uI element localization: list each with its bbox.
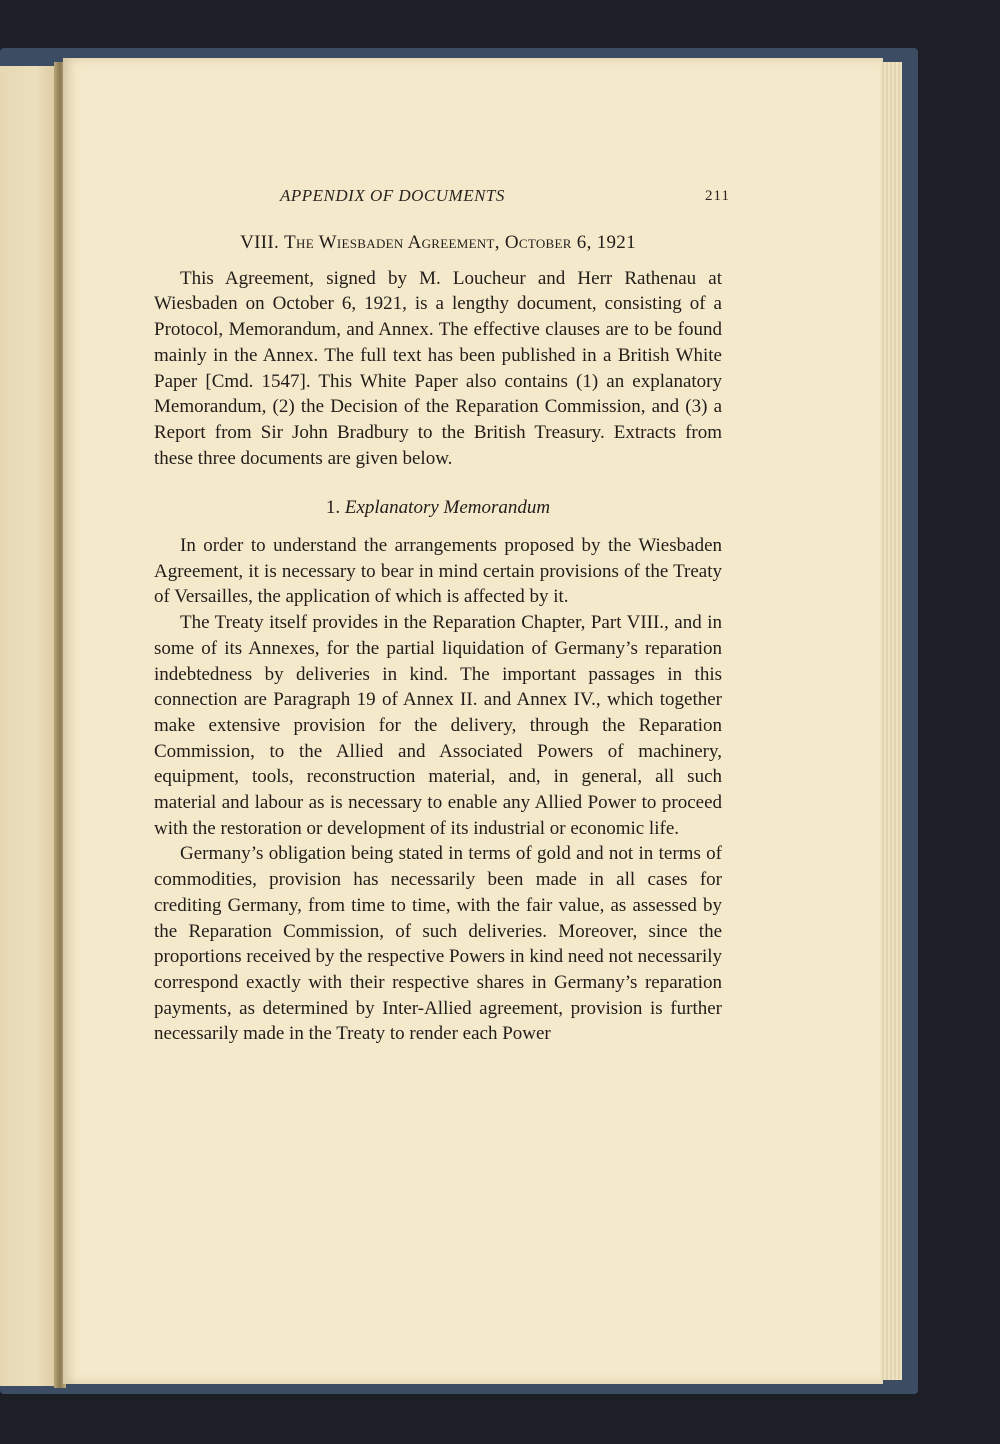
subsection-title <box>154 495 722 521</box>
section-title <box>154 230 722 256</box>
section-numeral: VIII. <box>240 232 280 253</box>
left-page-edge <box>0 66 60 1386</box>
subsection-number: 1. <box>325 497 341 519</box>
running-title: APPENDIX OF DOCUMENTS <box>280 186 505 205</box>
page-header <box>150 186 730 214</box>
subsection-title-text: Explanatory Memorandum <box>344 497 551 519</box>
page-edges <box>880 62 902 1380</box>
page-content <box>154 230 722 1047</box>
page-number: 211 <box>705 188 730 204</box>
body-paragraph: The Treaty itself provides in the Reparation Chapter, Part VIII., and in some of its Annexes, for the partial liquidation of Germany’s reparation indebtedness by deliveries in kind. The important passages in this connection are Paragraph 19 of Annex II. and Annex IV., which together make extensive provision for the delivery, through the Reparation Commission, to the Allied and Associated Powers of machinery, equipment, tools, reconstruction material, and, in general, all such material and labour as is necessary to enable any Allied Power to proceed with the restoration or development of its industrial or economic life. <box>154 612 722 839</box>
intro-paragraph: This Agreement, signed by M. Loucheur and Herr Rathenau at Wiesbaden on October 6, 1921, is a lengthy document, consisting of a Protocol, Memorandum, and Annex. The effective clauses are to be found mainly in the Annex. The full text has been published in a British White Paper [Cmd. 1547]. This White Paper also contains (1) an explanatory Memorandum, (2) the Decision of the Reparation Commission, and (3) a Report from Sir John Bradbury to the British Treasury. Extracts from these three documents are given below. <box>154 267 722 469</box>
body-paragraph: In order to understand the arrangements proposed by the Wiesbaden Agreement, it is necessary to bear in mind certain provisions of the Treaty of Versailles, the application of which is affected by it. <box>154 535 722 608</box>
body-paragraph: Germany’s obligation being stated in terms of gold and not in terms of commodities, provision has necessarily been made in all cases for crediting Germany, from time to time, with the fair value, as assessed by the Reparation Commission, of such deliveries. Moreover, since the proportions received by the respective Powers in kind need not necessarily correspond exactly with their respective shares in Germany’s reparation payments, as determined by Inter-Allied agreement, provision is further necessarily made in the Treaty to render each Power <box>154 843 722 1045</box>
section-title-text: The Wiesbaden Agreement, October 6, 1921 <box>284 232 636 253</box>
